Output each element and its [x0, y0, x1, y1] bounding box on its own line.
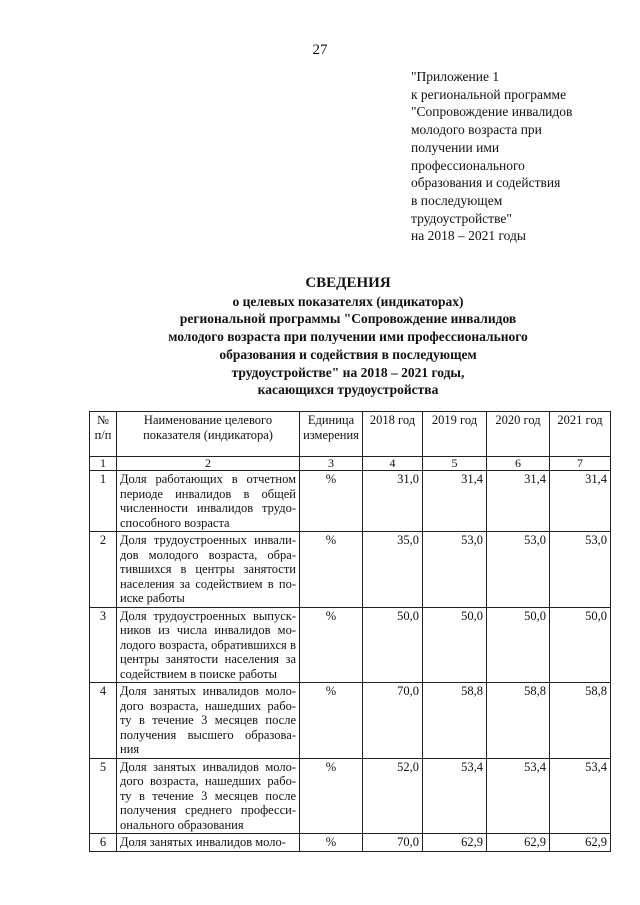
- indicator-name: Доля трудоустроенных выпуск-ников из числа инвалидов мо-лодого возраста, обратившихся в центры занятости населения за содействием в поиске работы: [117, 607, 300, 683]
- indicator-unit: %: [300, 607, 363, 683]
- value-2019: 53,4: [423, 758, 487, 834]
- table-row: [90, 683, 611, 759]
- value-2019: 31,4: [423, 471, 487, 532]
- table-row: [90, 758, 611, 834]
- value-2018: 52,0: [363, 758, 423, 834]
- value-2020: 31,4: [487, 471, 550, 532]
- column-number: 6: [487, 457, 550, 471]
- value-2018: 50,0: [363, 607, 423, 683]
- value-2020: 58,8: [487, 683, 550, 759]
- heading-line: региональной программы "Сопровождение инвалидов: [179, 311, 517, 327]
- value-2020: 53,0: [487, 532, 550, 608]
- value-2021: 53,4: [550, 758, 611, 834]
- heading-line: трудоустройстве" на 2018 – 2021 годы,: [231, 364, 465, 380]
- indicator-unit: %: [300, 471, 363, 532]
- value-2019: 62,9: [423, 834, 487, 852]
- column-number-row: [90, 457, 611, 471]
- value-2020: 53,4: [487, 758, 550, 834]
- column-number: 2: [117, 457, 300, 471]
- appendix-line: на 2018 – 2021 годы: [411, 228, 526, 244]
- table-row: [90, 607, 611, 683]
- header-2020: 2020 год: [487, 412, 550, 457]
- value-2020: 62,9: [487, 834, 550, 852]
- column-number: 4: [363, 457, 423, 471]
- indicator-unit: %: [300, 532, 363, 608]
- row-number: 4: [90, 683, 117, 759]
- header-num: № п/п: [90, 412, 117, 457]
- indicator-name: Доля занятых инвалидов моло-: [117, 834, 300, 852]
- appendix-line: молодого возраста при: [411, 122, 542, 138]
- indicator-name: Доля работающих в отчетном периоде инвалидов в общей численности инвалидов трудо-способного возраста: [117, 471, 300, 532]
- header-2021: 2021 год: [550, 412, 611, 457]
- value-2021: 31,4: [550, 471, 611, 532]
- value-2021: 58,8: [550, 683, 611, 759]
- appendix-line: трудоустройстве": [411, 210, 512, 226]
- page-number: 27: [312, 42, 328, 58]
- column-number: 5: [423, 457, 487, 471]
- row-number: 6: [90, 834, 117, 852]
- appendix-line: "Сопровождение инвалидов: [411, 104, 573, 120]
- appendix-line: к региональной программе: [411, 86, 567, 102]
- value-2021: 53,0: [550, 532, 611, 608]
- row-number: 3: [90, 607, 117, 683]
- table-row: [90, 532, 611, 608]
- value-2019: 50,0: [423, 607, 487, 683]
- table-row: [90, 471, 611, 532]
- column-number: 7: [550, 457, 611, 471]
- row-number: 2: [90, 532, 117, 608]
- indicators-table: [89, 411, 611, 852]
- indicator-unit: %: [300, 834, 363, 852]
- indicator-unit: %: [300, 758, 363, 834]
- heading-line: образования и содействия в последующем: [219, 346, 477, 362]
- heading-line: касающихся трудоустройства: [257, 382, 439, 398]
- row-number: 5: [90, 758, 117, 834]
- row-number: 1: [90, 471, 117, 532]
- indicator-name: Доля трудоустроенных инвали-дов молодого возраста, обра-тившихся в центры занятости населения за содействием в по-иске работы: [117, 532, 300, 608]
- value-2018: 35,0: [363, 532, 423, 608]
- value-2018: 31,0: [363, 471, 423, 532]
- header-2018: 2018 год: [363, 412, 423, 457]
- table-header-row: [90, 412, 611, 457]
- document-heading: [0, 275, 640, 399]
- heading-title: СВЕДЕНИЯ: [305, 275, 391, 291]
- indicator-unit: %: [300, 683, 363, 759]
- appendix-line: образования и содействия: [411, 175, 561, 191]
- column-number: 1: [90, 457, 117, 471]
- header-unit: Единица измерения: [300, 412, 363, 457]
- column-number: 3: [300, 457, 363, 471]
- table-row: [90, 834, 611, 852]
- appendix-line: получении ими: [411, 139, 500, 155]
- appendix-line: профессионального: [411, 157, 525, 173]
- indicator-name: Доля занятых инвалидов моло-дого возраста, нашедших рабо-ту в течение 3 месяцев после получения среднего професси-онального образования: [117, 758, 300, 834]
- value-2018: 70,0: [363, 683, 423, 759]
- value-2021: 62,9: [550, 834, 611, 852]
- value-2021: 50,0: [550, 607, 611, 683]
- indicator-name: Доля занятых инвалидов моло-дого возраста, нашедших рабо-ту в течение 3 месяцев после получения высшего образова-ния: [117, 683, 300, 759]
- appendix-note: [411, 68, 631, 245]
- value-2020: 50,0: [487, 607, 550, 683]
- appendix-line: в последующем: [411, 192, 503, 208]
- header-name: Наименование целевого показателя (индикатора): [117, 412, 300, 457]
- value-2019: 58,8: [423, 683, 487, 759]
- value-2018: 70,0: [363, 834, 423, 852]
- appendix-line: "Приложение 1: [411, 69, 500, 84]
- value-2019: 53,0: [423, 532, 487, 608]
- heading-line: молодого возраста при получении ими профессионального: [168, 329, 528, 345]
- heading-line: о целевых показателях (индикаторах): [232, 293, 464, 309]
- header-2019: 2019 год: [423, 412, 487, 457]
